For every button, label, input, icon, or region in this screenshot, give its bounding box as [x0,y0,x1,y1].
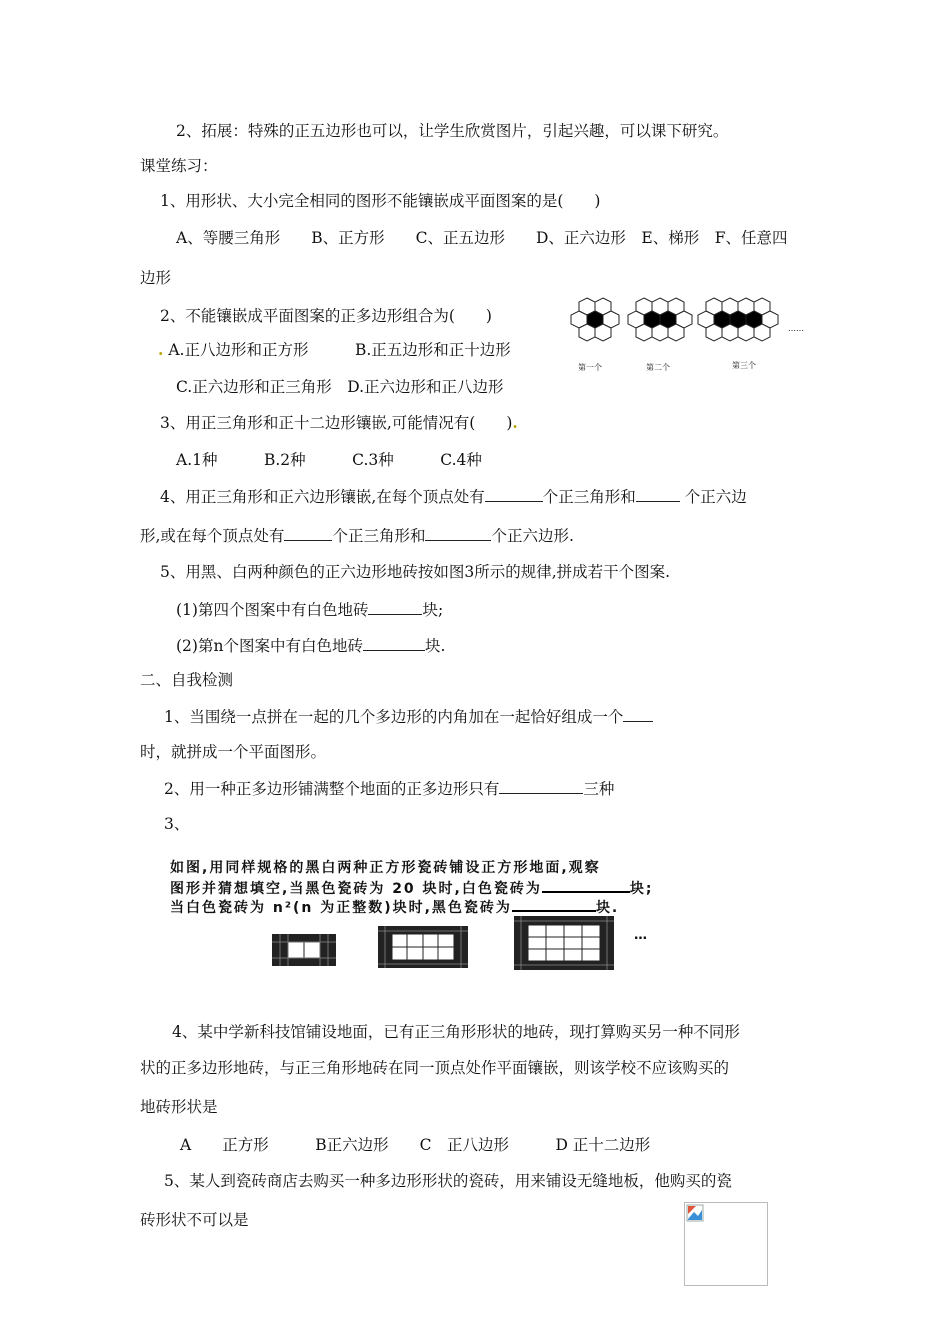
question-1-options: A、等腰三角形 B、正方形 C、正五边形 D、正六边形 E、梯形 F、任意四 [176,229,788,247]
tile-problem-text-1: 如图,用同样规格的黑白两种正方形瓷砖铺设正方形地面,观察 [170,860,601,876]
image-placeholder [684,1202,768,1286]
check-4-options: A 正方形 B正六边形 C 正八边形 D 正十二边形 [180,1136,651,1154]
tile-pattern-figure [268,914,668,976]
tile-pattern-svg [268,914,668,976]
section-heading: 课堂练习： [140,157,218,175]
tile-ellipsis: … [634,928,647,943]
answer-blank[interactable] [284,525,332,541]
check-3: 3、 [164,815,190,833]
tile-problem-text-2: 图形并猜想填空,当黑色瓷砖为 20 块时,白色瓷砖为 块; [170,876,653,898]
answer-blank[interactable] [425,525,491,541]
question-2-options-a: . A.正八边形和正方形 B.正五边形和正十边形 [158,340,511,359]
question-5: 5、用黑、白两种颜色的正六边形地砖按如图3所示的规律,拼成若干个图案. [160,563,671,581]
answer-blank[interactable] [499,778,583,794]
check-5-cont: 砖形状不可以是 [140,1211,249,1229]
check-4-cont: 状的正多边形地砖，与正三角形地砖在同一顶点处作平面镶嵌，则该学校不应该购买的 [140,1059,730,1077]
hex-ellipsis: …… [788,324,804,333]
check-4: 4、某中学新科技馆铺设地面，已有正三角形形状的地砖，现打算购买另一种不同形 [172,1023,740,1041]
question-5-part-2: (2)第n个图案中有白色地砖 块. [176,637,446,655]
hex-caption-1: 第一个 [578,363,602,372]
question-3: 3、用正三角形和正十二边形镶嵌,可能情况有( ). [160,413,518,432]
question-4: 4、用正三角形和正六边形镶嵌,在每个顶点处有 个正三角形和 个正六边 [160,488,747,506]
text-line: 2、拓展：特殊的正五边形也可以，让学生欣赏图片，引起兴趣，可以课下研究。 [176,122,729,140]
answer-blank[interactable] [512,895,596,912]
check-4-cont-2: 地砖形状是 [140,1098,218,1116]
question-2: 2、不能镶嵌成平面图案的正多边形组合为( ) [160,307,492,325]
check-1-cont: 时，就拼成一个平面图形。 [140,743,327,761]
question-1: 1、用形状、大小完全相同的图形不能镶嵌成平面图案的是( ) [160,192,601,210]
tile-problem-text-3: 当白色瓷砖为 n²(n 为正整数)块时,黑色瓷砖为 块. [170,895,619,917]
hexagon-pattern-figure [560,290,810,380]
check-2: 2、用一种正多边形铺满整个地面的正多边形只有 三种 [164,780,615,798]
question-2-options-b: C.正六边形和正三角形 D.正六边形和正八边形 [176,378,504,396]
check-5: 5、某人到瓷砖商店去购买一种多边形形状的瓷砖，用来铺设无缝地板，他购买的瓷 [164,1172,732,1190]
answer-blank[interactable] [485,486,543,502]
question-1-options-cont: 边形 [140,269,172,287]
question-4-cont: 形,或在每个顶点处有 个正三角形和 个正六边形. [140,527,574,545]
section-heading-2: 二、自我检测 [140,671,234,689]
question-3-options: A.1种 B.2种 C.3种 C.4种 [176,451,482,469]
hex-caption-3: 第三个 [732,361,756,370]
check-1: 1、当围绕一点拼在一起的几个多边形的内角加在一起恰好组成一个 [164,706,653,727]
answer-blank[interactable] [623,706,653,722]
answer-blank[interactable] [542,876,630,893]
broken-image-icon [686,1204,704,1222]
answer-blank[interactable] [368,599,422,615]
answer-blank[interactable] [636,486,680,502]
question-5-part-1: (1)第四个图案中有白色地砖 块; [176,601,444,619]
hex-caption-2: 第二个 [646,363,670,372]
answer-blank[interactable] [363,635,425,651]
